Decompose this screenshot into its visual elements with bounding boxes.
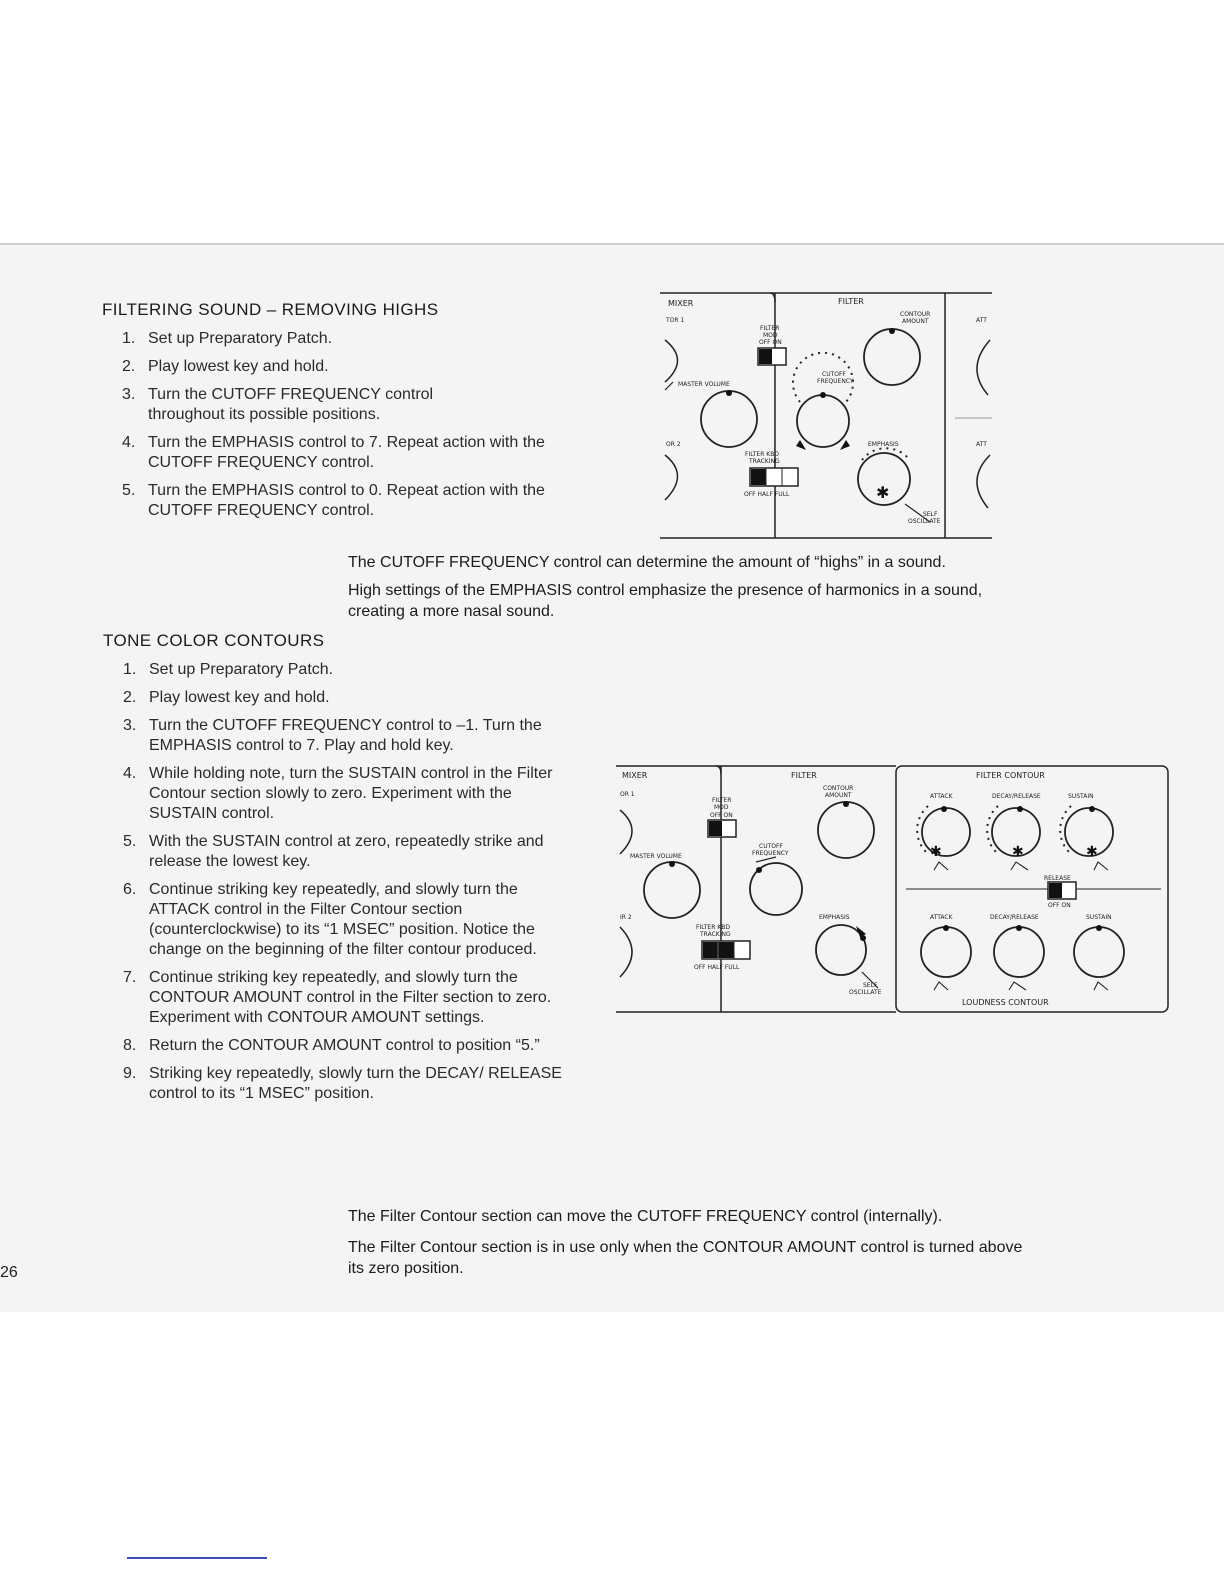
bottom-rule xyxy=(127,1557,267,1559)
note-text: The Filter Contour section can move the CUTOFF FREQUENCY control (internally). xyxy=(348,1208,943,1225)
svg-text:MOD: MOD xyxy=(714,804,729,811)
step-list xyxy=(103,660,573,1112)
section-heading: FILTERING SOUND – REMOVING HIGHS xyxy=(102,300,439,319)
list-item: 4. Turn the EMPHASIS control to 7. Repeat action with the CUTOFF FREQUENCY control. xyxy=(122,434,545,471)
svg-text:TRACKING: TRACKING xyxy=(700,931,731,938)
svg-text:✱: ✱ xyxy=(930,844,942,860)
svg-text:SUSTAIN: SUSTAIN xyxy=(1086,914,1112,921)
list-item: 1. Set up Preparatory Patch. xyxy=(123,661,334,678)
top-rule xyxy=(0,243,1224,245)
list-item: 2. Play lowest key and hold. xyxy=(122,358,329,375)
svg-text:LOUDNESS CONTOUR: LOUDNESS CONTOUR xyxy=(962,998,1049,1007)
svg-text:SELF: SELF xyxy=(863,982,878,989)
svg-text:FILTER: FILTER xyxy=(760,325,780,332)
svg-text:OSCILLATE: OSCILLATE xyxy=(849,989,882,996)
svg-text:✱: ✱ xyxy=(1012,844,1024,860)
list-item: 4. While holding note, turn the SUSTAIN control in the Filter Contour section slowly to zero. Experiment with the SUSTAIN control. xyxy=(123,765,553,822)
step-list xyxy=(102,329,572,529)
list-item: 7. Continue striking key repeatedly, and slowly turn the CONTOUR AMOUNT control in the Filter section to zero. Experiment with CONTOUR AMOUNT settings. xyxy=(123,969,552,1026)
section-heading: TONE COLOR CONTOURS xyxy=(103,631,325,650)
filter-contour-panel-diagram xyxy=(616,762,1176,1016)
svg-text:FILTER CONTOUR: FILTER CONTOUR xyxy=(976,771,1045,780)
svg-text:OR 1: OR 1 xyxy=(620,791,635,798)
svg-text:CUTOFF: CUTOFF xyxy=(759,843,783,850)
svg-text:ATT: ATT xyxy=(976,317,987,324)
note-text: The Filter Contour section is in use only when the CONTOUR AMOUNT control is turned above its zero position. xyxy=(348,1239,1023,1277)
list-item: 5. Turn the EMPHASIS control to 0. Repeat action with the CUTOFF FREQUENCY control. xyxy=(122,482,545,519)
contour-amount-knob[interactable] xyxy=(818,802,874,858)
svg-text:MIXER: MIXER xyxy=(622,771,648,780)
loudness-sustain-knob[interactable] xyxy=(1074,927,1124,977)
svg-text:EMPHASIS: EMPHASIS xyxy=(868,441,899,448)
list-item: 1. Set up Preparatory Patch. xyxy=(122,330,333,347)
list-item: 8. Return the CONTOUR AMOUNT control to position “5.” xyxy=(123,1037,540,1054)
svg-text:FILTER KBD: FILTER KBD xyxy=(745,451,779,458)
master-volume-pointer xyxy=(726,390,732,396)
list-item: 2. Play lowest key and hold. xyxy=(123,689,330,706)
svg-text:TOR 1: TOR 1 xyxy=(666,317,685,324)
svg-text:CONTOUR: CONTOUR xyxy=(823,785,854,792)
cutoff-frequency-knob[interactable] xyxy=(797,395,849,447)
page-number: 26 xyxy=(0,1264,18,1281)
list-item: 9. Striking key repeatedly, slowly turn the DECAY/ RELEASE control to its “1 MSEC” position. xyxy=(123,1065,562,1102)
svg-text:✱: ✱ xyxy=(876,483,890,502)
filter-label: FILTER xyxy=(838,297,864,306)
svg-text:MASTER VOLUME: MASTER VOLUME xyxy=(630,853,682,860)
svg-text:AMOUNT: AMOUNT xyxy=(902,318,929,325)
loudness-attack-knob[interactable] xyxy=(921,927,971,977)
svg-text:SUSTAIN: SUSTAIN xyxy=(1068,793,1094,800)
svg-text:FREQUENCY: FREQUENCY xyxy=(817,378,854,385)
svg-text:EMPHASIS: EMPHASIS xyxy=(819,914,850,921)
svg-text:FILTER: FILTER xyxy=(712,797,732,804)
svg-text:AMOUNT: AMOUNT xyxy=(825,792,852,799)
list-item: 5. With the SUSTAIN control at zero, repeatedly strike and release the lowest key. xyxy=(123,833,544,870)
svg-text:OFF ON: OFF ON xyxy=(1048,902,1071,909)
svg-text:FILTER KBD: FILTER KBD xyxy=(696,924,730,931)
svg-text:OFF HALF FULL: OFF HALF FULL xyxy=(744,491,790,498)
contour-amount-knob[interactable] xyxy=(864,329,920,385)
mixer-label: MIXER xyxy=(668,299,694,308)
svg-text:MASTER VOLUME: MASTER VOLUME xyxy=(678,381,730,388)
list-item: 6. Continue striking key repeatedly, and slowly turn the ATTACK control in the Filter Contour section (counterclockwise) to its “1 MSEC” position. Notice the change on the beginning of the filter contour produced. xyxy=(123,881,537,958)
master-volume-knob[interactable] xyxy=(644,862,700,918)
svg-text:CUTOFF: CUTOFF xyxy=(822,371,846,378)
filter-panel-diagram xyxy=(660,290,1000,542)
svg-text:OFF HALF FULL: OFF HALF FULL xyxy=(694,964,740,971)
svg-text:ATT: ATT xyxy=(976,441,987,448)
note-text: High settings of the EMPHASIS control emphasize the presence of harmonics in a sound, creating a more nasal sound. xyxy=(348,582,983,620)
svg-text:DECAY/RELEASE: DECAY/RELEASE xyxy=(990,914,1039,921)
svg-text:RELEASE: RELEASE xyxy=(1044,875,1071,882)
list-item: 3. Turn the CUTOFF FREQUENCY control throughout its possible positions. xyxy=(122,386,434,423)
svg-text:FILTER: FILTER xyxy=(791,771,817,780)
list-item: 3. Turn the CUTOFF FREQUENCY control to –1. Turn the EMPHASIS control to 7. Play and hold key. xyxy=(123,717,542,754)
svg-text:FREQUENCY: FREQUENCY xyxy=(752,850,789,857)
svg-text:ATTACK: ATTACK xyxy=(930,914,953,921)
svg-text:DECAY/RELEASE: DECAY/RELEASE xyxy=(992,793,1041,800)
svg-text:OSCILLATE: OSCILLATE xyxy=(908,518,941,525)
svg-text:SELF: SELF xyxy=(923,511,938,518)
svg-text:CONTOUR: CONTOUR xyxy=(900,311,931,318)
svg-text:ATTACK: ATTACK xyxy=(930,793,953,800)
svg-text:OR 2: OR 2 xyxy=(666,441,681,448)
note-text: The CUTOFF FREQUENCY control can determine the amount of “highs” in a sound. xyxy=(348,554,946,571)
loudness-decay-knob[interactable] xyxy=(994,927,1044,977)
svg-text:IR 2: IR 2 xyxy=(620,914,632,921)
svg-text:MOD: MOD xyxy=(763,332,778,339)
master-volume-knob[interactable] xyxy=(701,391,757,447)
svg-text:OFF ON: OFF ON xyxy=(759,339,782,346)
svg-text:TRACKING: TRACKING xyxy=(749,458,780,465)
svg-text:OFF ON: OFF ON xyxy=(710,812,733,819)
svg-text:✱: ✱ xyxy=(1086,844,1098,860)
